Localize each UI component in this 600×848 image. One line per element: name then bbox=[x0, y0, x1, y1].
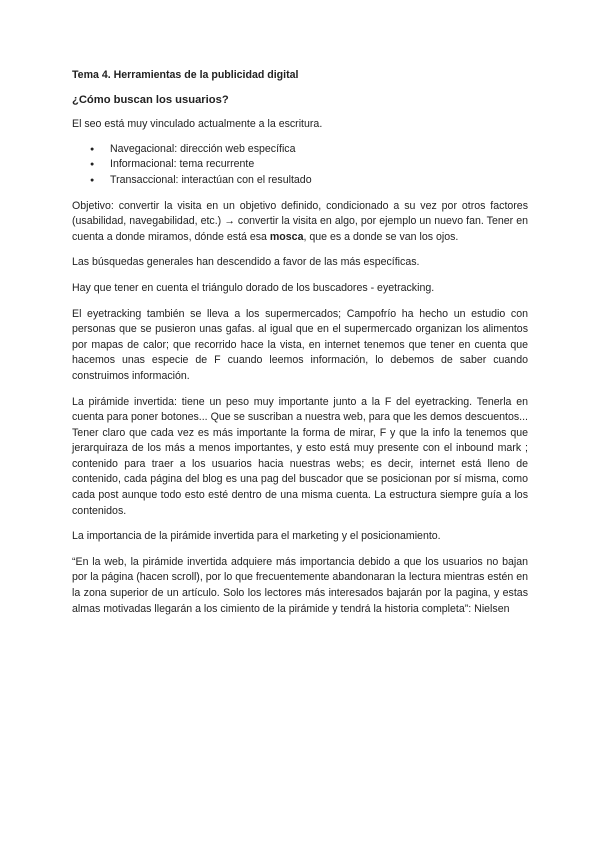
nielsen-quote-paragraph: “En la web, la pirámide invertida adquiere más importancia debido a que los usuarios no bajan por la página (hacen scroll), por lo que frecuentemente abandonaran la lectura mientras estén en la zona superior de un artículo. Solo los lectores más interesados bajarán por la pagina, y estas almas motivadas llegarán a los cimiento de la pirámide y tendrá la historia completa”: Nielsen bbox=[72, 555, 528, 615]
objetivo-paragraph bbox=[72, 199, 528, 246]
objetivo-text-b: , que es a donde se van los ojos. bbox=[303, 230, 459, 243]
importancia-paragraph: La importancia de la pirámide invertida para el marketing y el posicionamiento. bbox=[72, 530, 441, 543]
eyetracking-paragraph: El eyetracking también se lleva a los supermercados; Campofrío ha hecho un estudio con personas que se pusieron unas gafas. al igual que en el supermercado organizan los alimentos por mapas de calor; que recorrido hace la vista, en internet tenemos que tener en cuenta que hacemos unas especie de F cuando leemos información, lo debemos de saber cuando construimos información. bbox=[72, 307, 528, 382]
search-types-list bbox=[72, 142, 528, 189]
piramide-paragraph: La pirámide invertida: tiene un peso muy importante junto a la F del eyetracking. Tenerla en cuenta para poner botones... Que se suscriban a nuestra web, para que les demos descuentos... Tener claro que cada vez es más importante la forma de mirar, F y que la info la tenemos que jerarquiraza de los más a menos importantes, y esto está muy presente con el inbound mark ; contenido para traer a los usuarios hacia nuestras webs; es decir, internet está lleno de contenido, cada página del blog es una pag del buscador que se posicionan por sí misma, como cada post aunque todo esto esté dentro de una misma cuenta. La estructura siempre guía a los contenidos. bbox=[72, 395, 528, 517]
busquedas-paragraph: Las búsquedas generales han descendido a favor de las más específicas. bbox=[72, 256, 420, 269]
section-heading: ¿Cómo buscan los usuarios? bbox=[72, 93, 229, 106]
list-item: ● Informacional: tema recurrente bbox=[110, 157, 528, 173]
document-page bbox=[72, 68, 528, 627]
triangulo-paragraph: Hay que tener en cuenta el triángulo dorado de los buscadores - eyetracking. bbox=[72, 281, 435, 294]
list-item: ● Navegacional: dirección web específica bbox=[110, 142, 528, 158]
objetivo-text-a: Objetivo: convertir la visita en un objetivo definido, condicionado a su vez por otros factores (usabilidad, navegabilidad, etc.) → convertir la visita en algo, por ejemplo un nuevo fan. Tener en cuenta a donde miramos, dónde está esa bbox=[72, 199, 528, 243]
document-title: Tema 4. Herramientas de la publicidad digital bbox=[72, 69, 299, 81]
list-item: ● Transaccional: interactúan con el resultado bbox=[110, 173, 528, 189]
objetivo-bold-word: mosca bbox=[269, 230, 304, 243]
intro-paragraph: El seo está muy vinculado actualmente a la escritura. bbox=[72, 118, 323, 131]
